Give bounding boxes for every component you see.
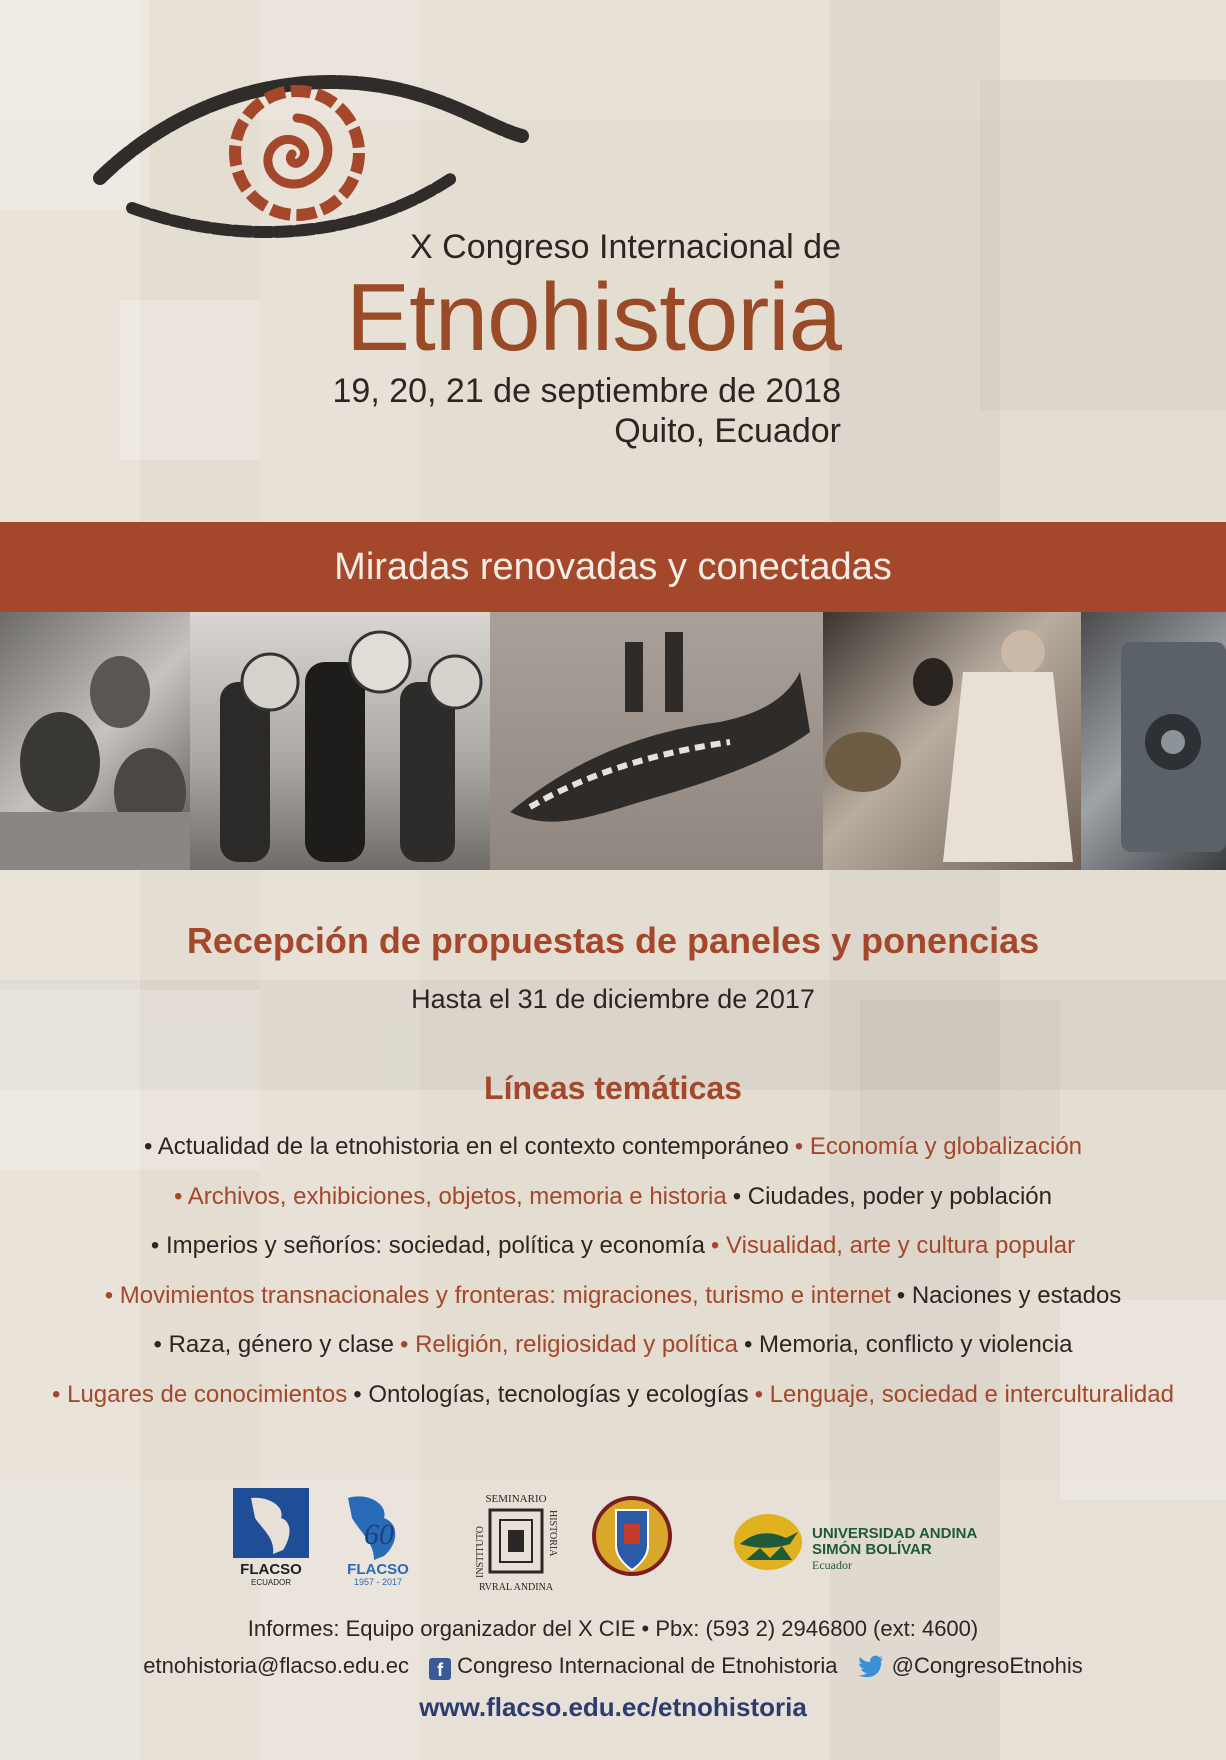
info-line: Informes: Equipo organizador del X CIE • Pbx: (593 2) 2946800 (ext: 4600): [247, 1616, 979, 1641]
seminario-top: SEMINARIO: [485, 1493, 547, 1505]
seminario-left: INSTITUTO: [475, 1525, 486, 1578]
theme-item: • Naciones y estados: [896, 1281, 1122, 1309]
theme-item: • Visualidad, arte y cultura popular: [710, 1232, 1076, 1259]
congress-line: X Congreso Internacional de: [410, 228, 841, 266]
uasb-line3: Ecuador: [812, 1558, 852, 1572]
theme-item: • Economía y globalización: [794, 1133, 1083, 1160]
photo-family-painting: [0, 612, 190, 870]
sponsor-logos: [230, 1488, 1010, 1600]
theme-item: • Memoria, conflicto y violencia: [743, 1331, 1073, 1358]
photo-stone-mask: [1081, 612, 1226, 870]
email-link[interactable]: etnohistoria@flacso.edu.ec: [143, 1653, 409, 1678]
theme-item: • Movimientos transnacionales y fronteras: migraciones, turismo e internet: [104, 1281, 891, 1309]
university-crest-logo: [590, 1488, 674, 1588]
bg-patch: [120, 300, 260, 460]
theme-row: [0, 1221, 1226, 1271]
theme-item: • Religión, religiosidad y política: [400, 1331, 738, 1358]
theme-row: [0, 1122, 1226, 1172]
flacso-logo: [233, 1488, 313, 1588]
theme-item: • Ontologías, tecnologías y ecologías: [353, 1380, 749, 1408]
theme-row: [0, 1271, 1226, 1321]
header: [333, 225, 842, 451]
photo-drummers: [190, 612, 490, 870]
flacso60-number: 60: [364, 1518, 394, 1551]
theme-item: • Imperios y señoríos: sociedad, política y economía: [150, 1232, 705, 1259]
photo-colonial-painting: [823, 612, 1081, 870]
themes-title: Líneas temáticas: [484, 1070, 742, 1106]
theme-row: [0, 1172, 1226, 1222]
contact-line: [0, 1653, 1226, 1680]
website-link[interactable]: www.flacso.edu.ec/etnohistoria: [419, 1692, 807, 1722]
seminario-bottom: RVRAL ANDINA: [478, 1582, 554, 1593]
call-deadline: Hasta el 31 de diciembre de 2017: [411, 984, 815, 1014]
uasb-line2: SIMÓN BOLÍVAR: [812, 1541, 932, 1558]
page-title: Etnohistoria: [346, 264, 841, 371]
event-dates: 19, 20, 21 de septiembre de 2018: [332, 372, 841, 410]
flacso-sub: ECUADOR: [250, 1578, 292, 1587]
facebook-link[interactable]: Congreso Internacional de Etnohistoria: [457, 1653, 838, 1678]
bg-patch: [980, 80, 1226, 410]
seminario-right: HISTORIA: [547, 1510, 558, 1557]
twitter-link[interactable]: @CongresoEtnohis: [891, 1653, 1083, 1678]
theme-item: • Lugares de conocimientos: [52, 1380, 348, 1408]
themes-list: [0, 1122, 1226, 1419]
theme-row: [0, 1320, 1226, 1370]
theme-item: • Archivos, exhibiciones, objetos, memoria e historia: [174, 1182, 727, 1210]
flacso60-name: FLACSO: [347, 1561, 409, 1578]
photo-ceramic-vessel: [490, 612, 823, 870]
call-title: Recepción de propuestas de paneles y ponencias: [186, 920, 1040, 961]
uasb-line1: UNIVERSIDAD ANDINA: [812, 1525, 978, 1542]
theme-item: • Lenguaje, sociedad e interculturalidad: [754, 1380, 1174, 1408]
theme-item: • Raza, género y clase: [153, 1331, 395, 1358]
theme-item: • Actualidad de la etnohistoria en el contexto contemporáneo: [143, 1133, 789, 1160]
slogan-banner: Miradas renovadas y conectadas: [0, 522, 1226, 612]
twitter-icon: [858, 1655, 884, 1677]
facebook-icon: f: [429, 1658, 451, 1680]
flacso-60-logo: [338, 1488, 418, 1588]
seminario-logo: [468, 1488, 563, 1600]
flacso-name: FLACSO: [240, 1561, 302, 1578]
theme-item: • Ciudades, poder y población: [732, 1182, 1052, 1210]
photo-strip: [0, 612, 1226, 870]
uasb-logo: [730, 1508, 1010, 1578]
theme-row: [0, 1370, 1226, 1420]
flacso60-years: 1957 - 2017: [353, 1577, 403, 1587]
event-place: Quito, Ecuador: [614, 412, 841, 450]
